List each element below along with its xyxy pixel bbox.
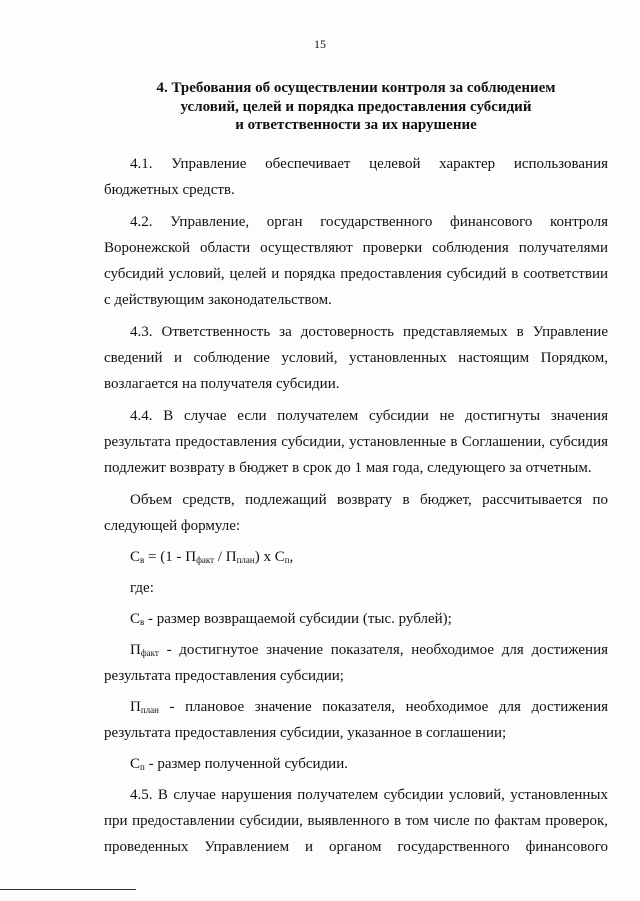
formula-subscript: п (284, 555, 290, 565)
paragraph-4-1: 4.1. Управление обеспечивает целевой характер использования бюджетных средств. (104, 156, 608, 198)
document-body (104, 151, 608, 860)
formula-subscript: план (236, 555, 255, 565)
formula-part: = (1 - П (144, 549, 197, 565)
paragraph-4-4: 4.4. В случае если получателем субсидии не достигнуты значения результата предоставления субсидии, установленные в Соглашении, субсидия подлежит возврату в бюджет в срок до 1 мая года, следующего за отчетным. (104, 408, 608, 476)
paragraph-4-2: 4.2. Управление, орган государственного финансового контроля Воронежской области осуществляют проверки соблюдения получателями субсидий условий, целей и порядка предоставления субсидий в соответствии с действующим законодательством. (104, 214, 608, 308)
definition-text: - размер возвращаемой субсидии (тыс. рублей); (144, 611, 452, 627)
definition-symbol: С (130, 611, 141, 627)
formula-part: ) x С (254, 549, 285, 565)
paragraph-4-5: 4.5. В случае нарушения получателем субсидии условий, установленных при предоставлении субсидии, выявленного в том числе по фактам проверок, проведенных Управлением и органом государственного финансового (104, 787, 608, 855)
definition-cp (104, 751, 608, 777)
definition-symbol: С (130, 756, 141, 772)
where-label: где: (130, 580, 154, 596)
definition-text: - плановое значение показателя, необходимое для достижения результата предоставления субсидии, указанное в соглашении; (104, 699, 608, 741)
definition-subscript: п (140, 762, 145, 772)
definition-fact (104, 637, 608, 689)
section-heading (104, 79, 608, 135)
definition-symbol: П (130, 642, 141, 658)
definition-cv (104, 606, 608, 632)
heading-line: условий, целей и порядка предоставления субсидий (180, 98, 532, 115)
definition-plan (104, 694, 608, 746)
heading-line: и ответственности за их нарушение (235, 117, 477, 133)
footnote-rule (0, 889, 136, 890)
definition-subscript: в (140, 617, 145, 627)
paragraph-volume: Объем средств, подлежащий возврату в бюджет, рассчитывается по следующей формуле: (104, 492, 608, 534)
return-formula (104, 544, 608, 570)
formula-subscript: факт (196, 555, 215, 565)
heading-line: 4. Требования об осуществлении контроля за соблюдением (156, 80, 556, 96)
paragraph-4-3: 4.3. Ответственность за достоверность представляемых в Управление сведений и соблюдение условий, установленных настоящим Порядком, возлагается на получателя субсидии. (104, 324, 608, 392)
definition-symbol: П (130, 699, 141, 715)
definition-subscript: план (140, 705, 159, 715)
definition-text: - размер полученной субсидии. (144, 756, 348, 772)
definition-text: - достигнутое значение показателя, необходимое для достижения результата предоставления субсидии; (104, 642, 608, 684)
formula-part: С (130, 549, 141, 565)
formula-part: / П (214, 549, 237, 565)
formula-part: , (289, 549, 294, 565)
page-number: 15 (314, 37, 326, 51)
definition-subscript: факт (140, 648, 159, 658)
formula-subscript: в (140, 555, 145, 565)
